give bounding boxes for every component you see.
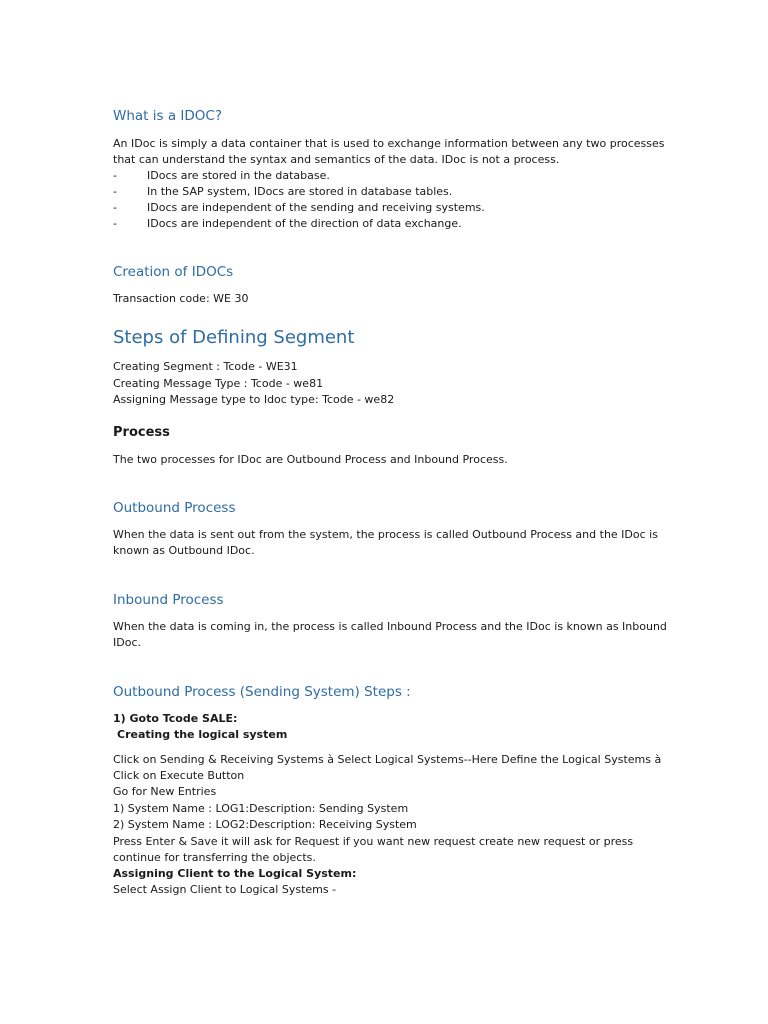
bullet-marker: - xyxy=(113,185,117,198)
bullet-text: IDocs are stored in the database. xyxy=(147,169,330,182)
paragraph-line: When the data is coming in, the process is called Inbound Process and the IDoc is known as Inbound xyxy=(113,620,667,633)
step-line: Creating Message Type : Tcode - we81 xyxy=(113,377,324,390)
instruction-line: 1) System Name : LOG1:Description: Sending System xyxy=(113,802,409,815)
paragraph-line: IDoc. xyxy=(113,636,141,649)
paragraph-line: known as Outbound IDoc. xyxy=(113,544,255,557)
bullet-marker: - xyxy=(113,217,117,230)
instruction-line: Select Assign Client to Logical Systems - xyxy=(113,883,337,896)
bullet-text: IDocs are independent of the direction of data exchange. xyxy=(147,217,462,230)
step-heading: 1) Goto Tcode SALE: xyxy=(113,712,238,725)
paragraph-line: Transaction code: WE 30 xyxy=(113,292,249,305)
section-heading-outbound: Outbound Process xyxy=(113,500,236,516)
bullet-marker: - xyxy=(113,201,117,214)
instruction-line: 2) System Name : LOG2:Description: Receiving System xyxy=(113,818,417,831)
instruction-line: Go for New Entries xyxy=(113,785,217,798)
section-heading-process: Process xyxy=(113,425,170,440)
paragraph-line: that can understand the syntax and semantics of the data. IDoc is not a process. xyxy=(113,153,560,166)
section-heading-creation: Creation of IDOCs xyxy=(113,264,234,280)
instruction-line: Click on Sending & Receiving Systems à Select Logical Systems--Here Define the Logical Systems à xyxy=(113,753,662,766)
step-line: Assigning Message type to Idoc type: Tcode - we82 xyxy=(113,393,395,406)
bullet-text: In the SAP system, IDocs are stored in database tables. xyxy=(147,185,453,198)
step-subheading: Creating the logical system xyxy=(117,728,288,741)
paragraph-line: An IDoc is simply a data container that is used to exchange information between any two processes xyxy=(113,137,665,150)
bullet-text: IDocs are independent of the sending and receiving systems. xyxy=(147,201,485,214)
section-heading-inbound: Inbound Process xyxy=(113,592,224,608)
instruction-line: continue for transferring the objects. xyxy=(113,851,316,864)
paragraph-line: The two processes for IDoc are Outbound Process and Inbound Process. xyxy=(113,453,508,466)
section-heading-steps: Steps of Defining Segment xyxy=(113,327,355,348)
assign-heading: Assigning Client to the Logical System: xyxy=(113,867,357,880)
instruction-line: Click on Execute Button xyxy=(113,769,245,782)
bullet-marker: - xyxy=(113,169,117,182)
section-heading-what-is-idoc: What is a IDOC? xyxy=(113,108,222,124)
paragraph-line: When the data is sent out from the system, the process is called Outbound Process and the IDoc is xyxy=(113,528,658,541)
instruction-line: Press Enter & Save it will ask for Request if you want new request create new request or press xyxy=(113,835,634,848)
step-line: Creating Segment : Tcode - WE31 xyxy=(113,360,298,373)
section-heading-outbound-steps: Outbound Process (Sending System) Steps : xyxy=(113,684,411,700)
